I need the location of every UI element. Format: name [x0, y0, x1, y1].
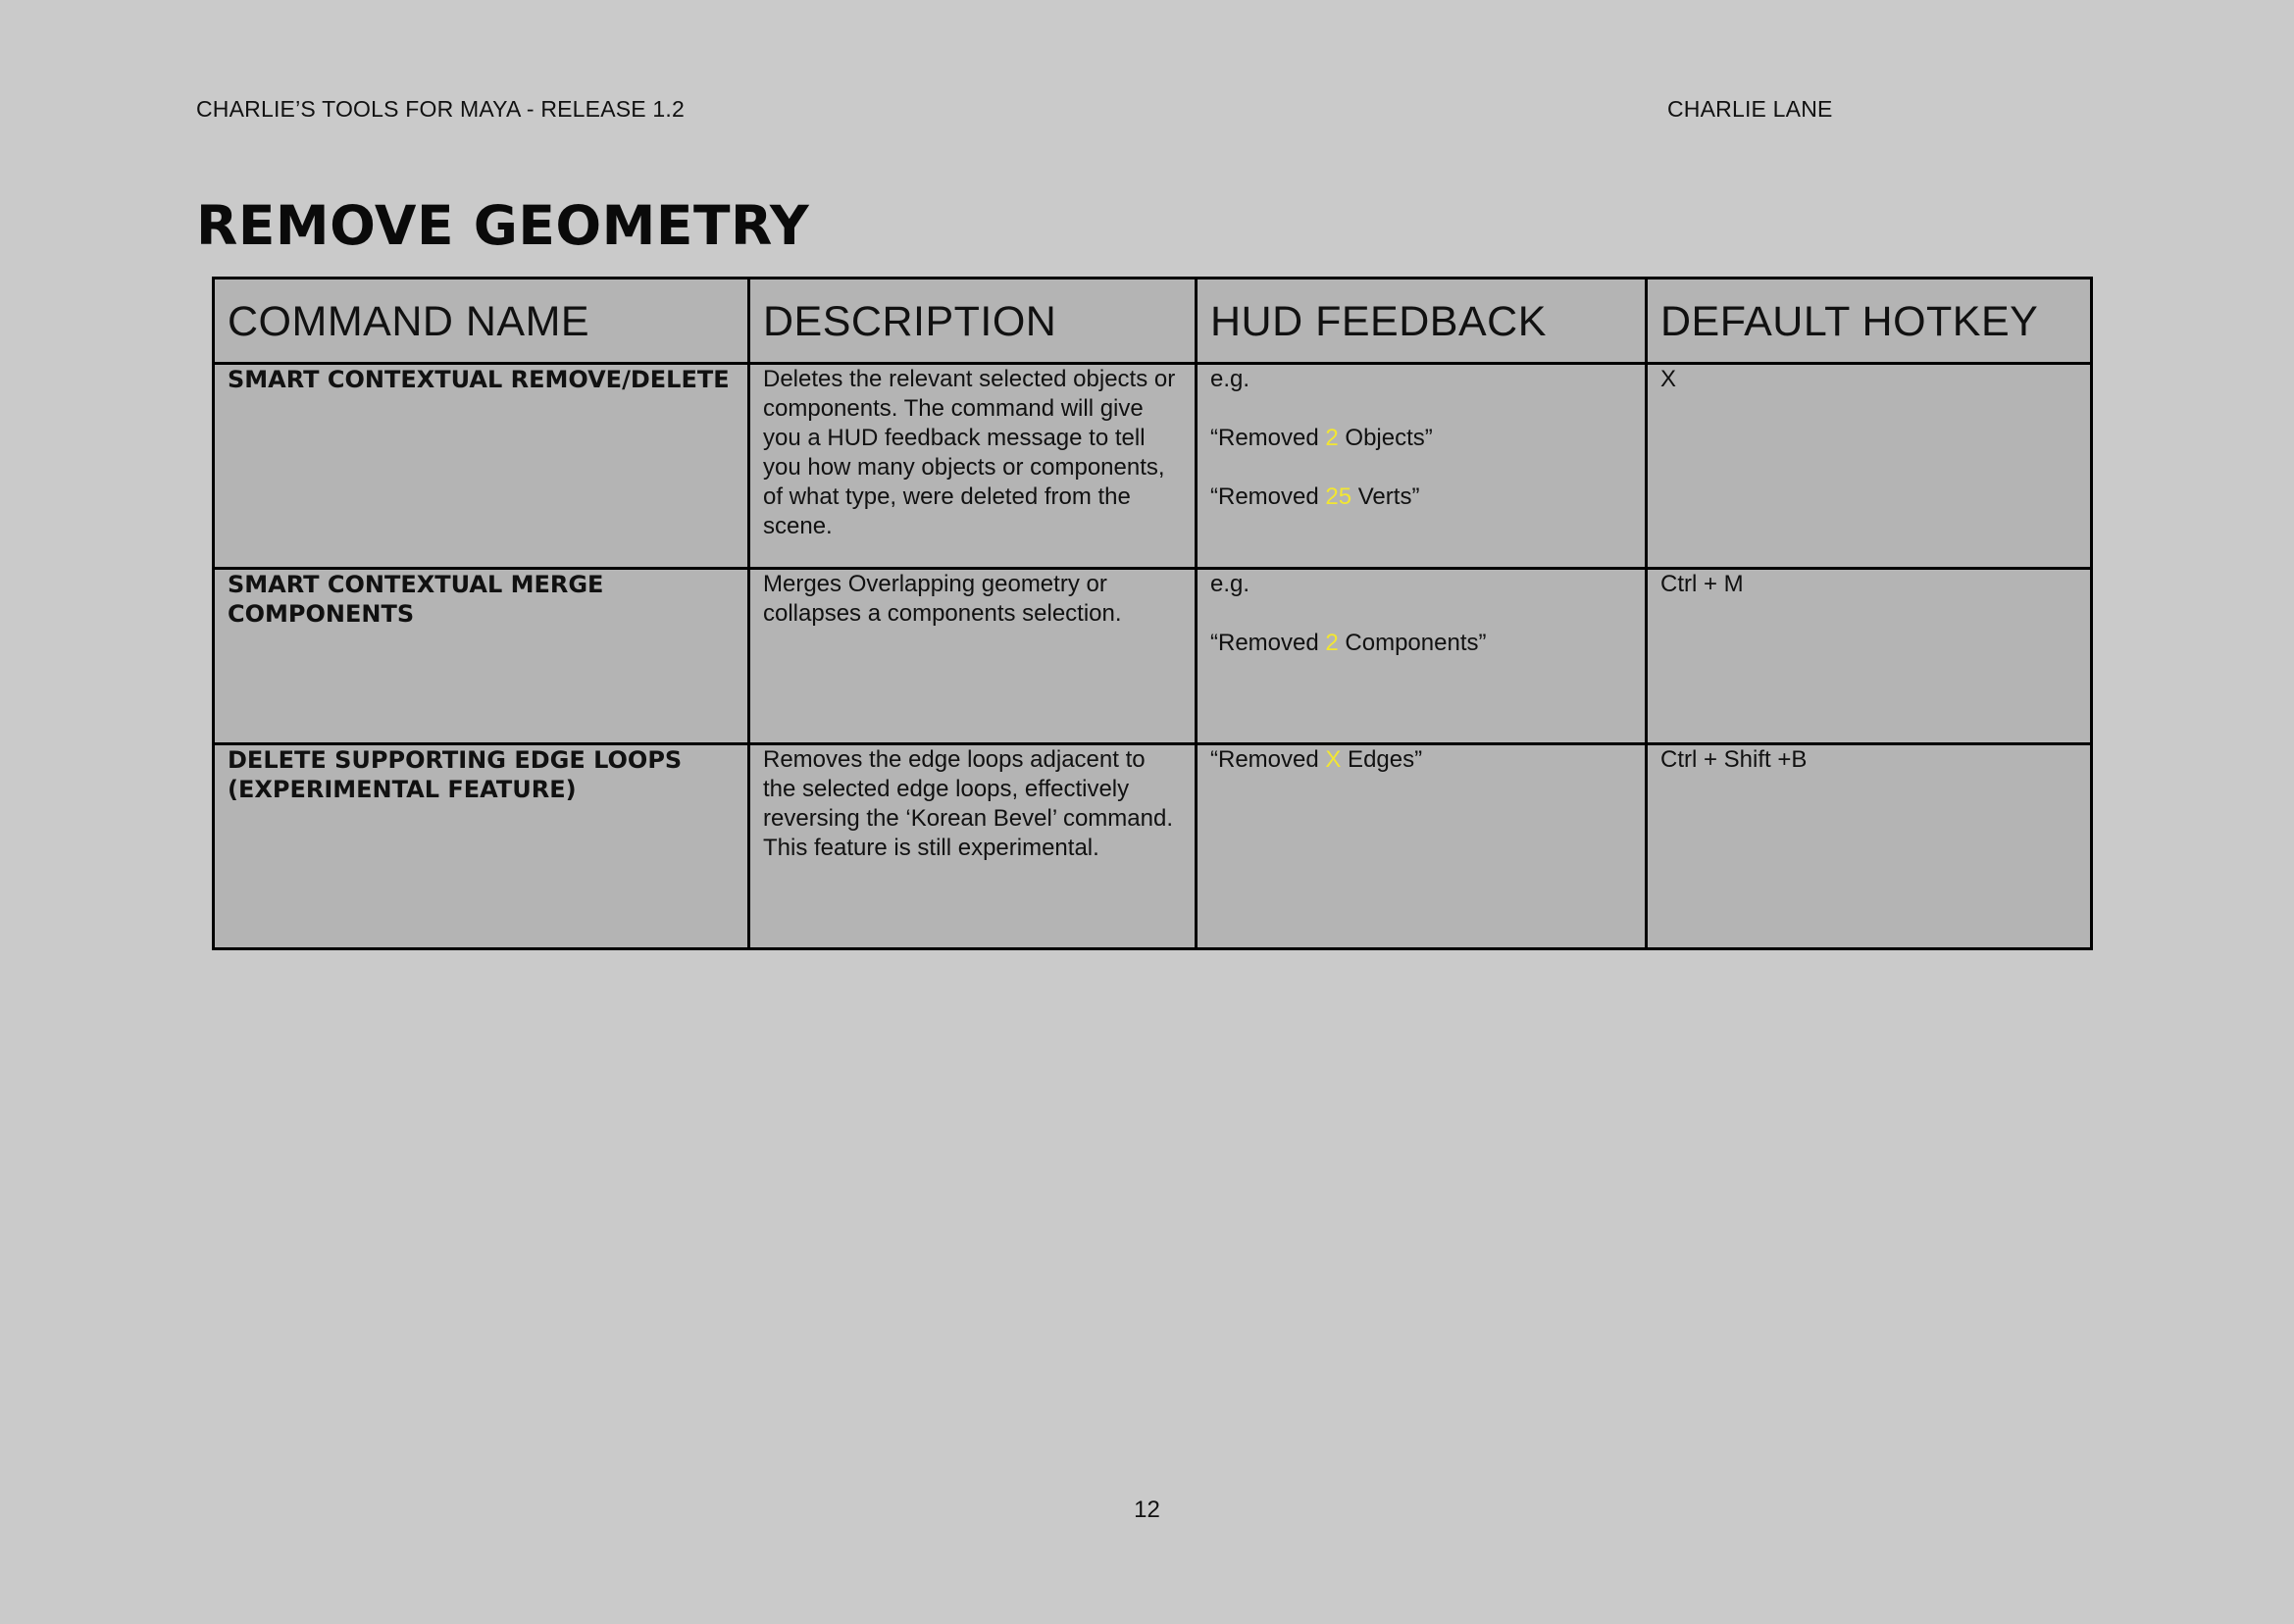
hud-line [1210, 629, 1632, 658]
hud-count-highlight: 2 [1325, 630, 1339, 656]
hud-count-highlight: X [1325, 746, 1342, 773]
hud-text: Edges” [1341, 746, 1423, 773]
command-name: SMART CONTEXTUAL MERGE COMPONENTS [214, 569, 749, 744]
hud-line [1210, 745, 1632, 775]
commands-table [212, 277, 2093, 950]
document-header-title: CHARLIE’S TOOLS FOR MAYA - RELEASE 1.2 [196, 96, 686, 122]
hud-line: e.g. [1210, 366, 1250, 392]
column-header-description: DESCRIPTION [749, 279, 1197, 364]
document-header-author: CHARLIE LANE [1667, 96, 1833, 122]
command-description: Deletes the relevant selected objects or components. The command will give you a HUD feedback message to tell you how many objects or components, of what type, were deleted from the scene. [749, 364, 1197, 569]
default-hotkey: X [1647, 364, 2092, 569]
default-hotkey: Ctrl + Shift +B [1647, 744, 2092, 949]
column-header-command-name: COMMAND NAME [214, 279, 749, 364]
hud-feedback [1197, 364, 1647, 569]
hud-line [1210, 482, 1632, 512]
table-header-row [214, 279, 2092, 364]
table-row [214, 569, 2092, 744]
hud-count-highlight: 25 [1325, 483, 1352, 510]
hud-text: Verts” [1351, 483, 1420, 510]
hud-text: “Removed [1210, 746, 1326, 773]
hud-text: “Removed [1210, 483, 1326, 510]
column-header-hud-feedback: HUD FEEDBACK [1197, 279, 1647, 364]
hud-text: “Removed [1210, 425, 1326, 451]
table-row [214, 364, 2092, 569]
column-header-default-hotkey: DEFAULT HOTKEY [1647, 279, 2092, 364]
hud-text: Objects” [1338, 425, 1433, 451]
page-title: REMOVE GEOMETRY [196, 194, 810, 257]
hud-line [1210, 424, 1632, 453]
hud-feedback [1197, 744, 1647, 949]
page-number: 12 [1134, 1497, 1160, 1523]
table-row [214, 744, 2092, 949]
command-description: Merges Overlapping geometry or collapses a components selection. [749, 569, 1197, 744]
hud-text: “Removed [1210, 630, 1326, 656]
hud-count-highlight: 2 [1325, 425, 1339, 451]
command-description: Removes the edge loops adjacent to the selected edge loops, effectively reversing the ‘Korean Bevel’ command. This feature is still experimental. [749, 744, 1197, 949]
hud-line: e.g. [1210, 571, 1250, 597]
hud-text: Components” [1338, 630, 1487, 656]
default-hotkey: Ctrl + M [1647, 569, 2092, 744]
command-name: DELETE SUPPORTING EDGE LOOPS (EXPERIMENTAL FEATURE) [214, 744, 749, 949]
command-name: SMART CONTEXTUAL REMOVE/DELETE [214, 364, 749, 569]
hud-feedback [1197, 569, 1647, 744]
